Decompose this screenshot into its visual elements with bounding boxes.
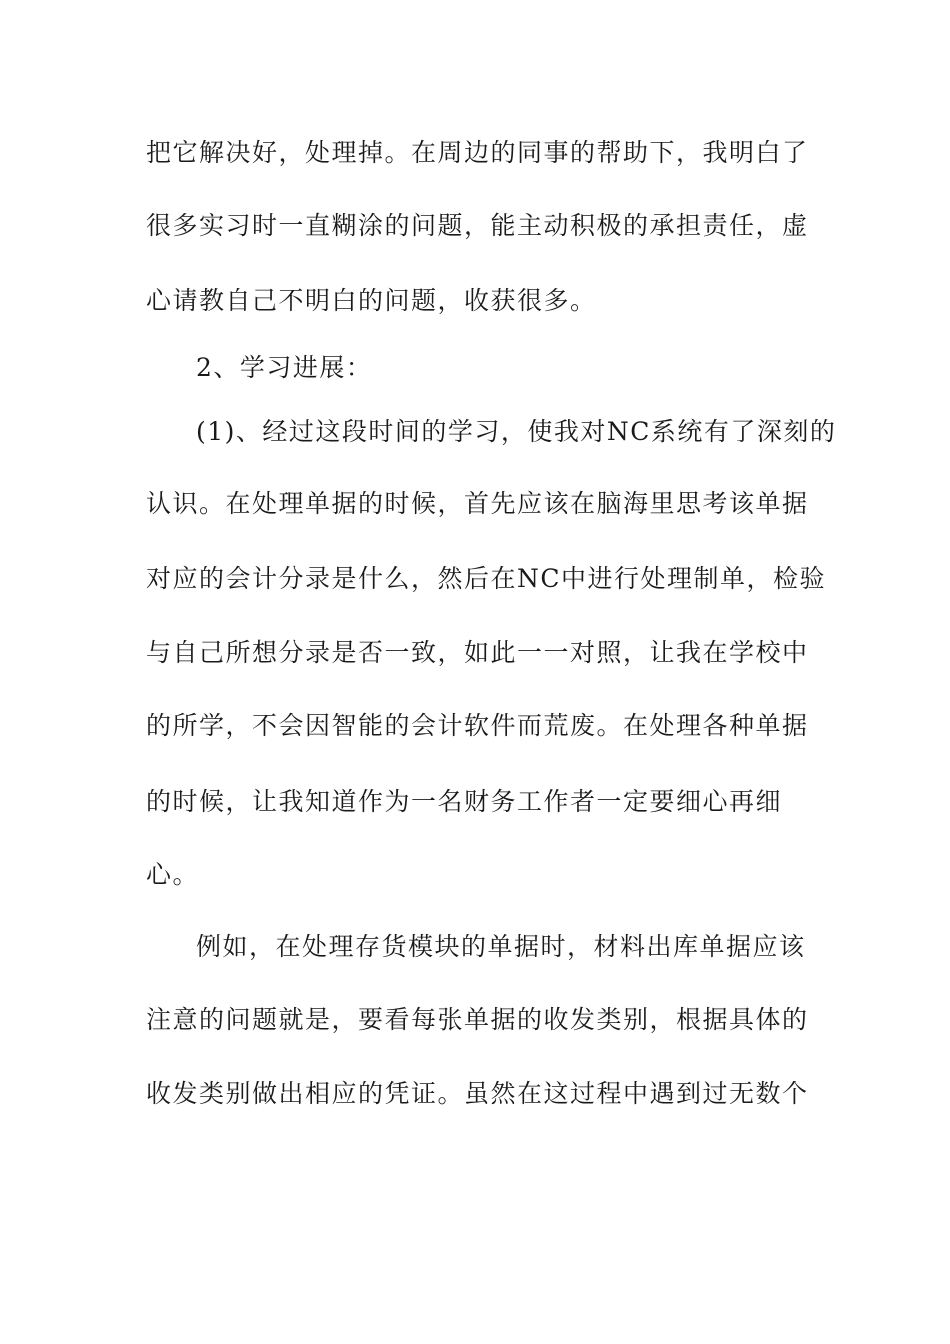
text-line: 把它解决好，处理掉。在周边的同事的帮助下，我明白了 [146,138,809,167]
text-line: 心。 [146,860,200,889]
text-line: 注意的问题就是，要看每张单据的收发类别，根据具体的 [146,1005,809,1034]
text-line: 对应的会计分录是什么，然后在NC中进行处理制单，检验 [146,564,827,593]
section-heading: 2、学习进展： [196,353,373,382]
text-line: 心请教自己不明白的问题，收获很多。 [146,286,597,315]
text-line: 收发类别做出相应的凭证。虽然在这过程中遇到过无数个 [146,1079,809,1108]
text-line: 例如，在处理存货模块的单据时，材料出库单据应该 [196,932,806,961]
text-line: (1)、经过这段时间的学习，使我对NC系统有了深刻的 [196,417,837,446]
text-line: 很多实习时一直糊涂的问题，能主动积极的承担责任，虚 [146,211,809,240]
text-line: 的时候，让我知道作为一名财务工作者一定要细心再细 [146,787,783,816]
text-line: 与自己所想分录是否一致，如此一一对照，让我在学校中 [146,638,809,667]
text-line: 的所学，不会因智能的会计软件而荒废。在处理各种单据 [146,711,809,740]
text-line: 认识。在处理单据的时候，首先应该在脑海里思考该单据 [146,489,809,518]
